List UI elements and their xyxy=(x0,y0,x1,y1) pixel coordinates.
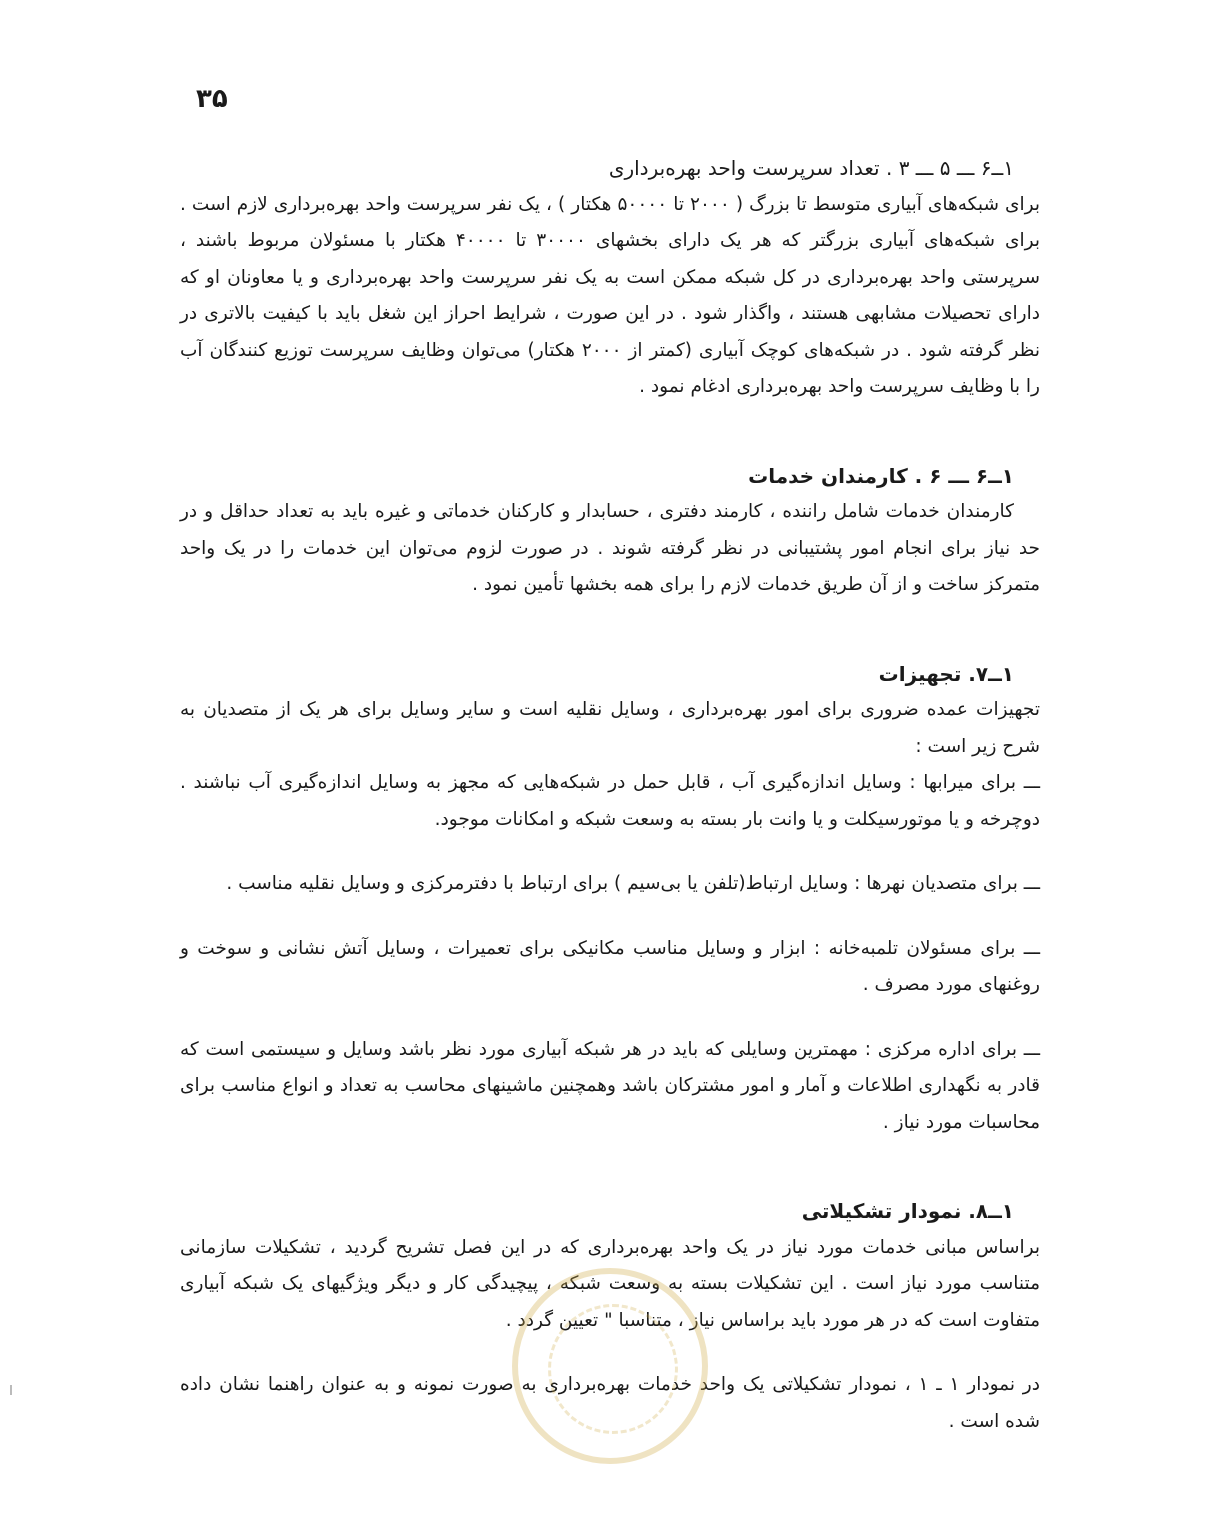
list-item: ـــ برای مسئولان تلمبه‌خانه : ابزار و وسایل مناسب مکانیکی برای تعمیرات ، وسایل آتش نشانی و سوخت و روغنهای مورد مصرف . xyxy=(180,937,1040,995)
paragraph: براساس مبانی خدمات مورد نیاز در یک واحد بهره‌برداری که در این فصل تشریح گردید ، تشکیلات سازمانی متناسب مورد نیاز است . این تشکیلات بسته به وسعت شبکه ، پیچیدگی کار و دیگر ویژگیهای یک شبکه آبیاری متفاوت است که در هر مورد باید براساس نیاز ، متناسبا " تعیین گردد . xyxy=(180,1236,1040,1331)
paragraph: برای شبکه‌های آبیاری متوسط تا بزرگ ( ۲۰۰۰ تا ۵۰۰۰۰ هکتار ) ، یک نفر سرپرست واحد بهره‌برداری لازم است . برای شبکه‌های آبیاری بزرگتر که هر یک دارای بخشهای ۳۰۰۰۰ تا ۴۰۰۰۰ هکتار با مسئولان مربوط باشند ، سرپرستی واحد بهره‌برداری در کل شبکه ممکن است به یک نفر سرپرست واحد بهره‌برداری و یا معاونان او که دارای تحصیلات مشابهی هستند ، واگذار شود . در این صورت ، شرایط احراز این شغل باید با کیفیت بالاتری در نظر گرفته شود . در شبکه‌های کوچک آبیاری (کمتر از ۲۰۰۰ هکتار) می‌توان وظایف سرپرست توزیع کنندگان آب را با وظایف سرپرست واحد بهره‌برداری ادغام نمود . xyxy=(180,193,1041,397)
paragraph: در نمودار ۱ ـ ۱ ، نمودار تشکیلاتی یک واحد خدمات بهره‌برداری به صورت نمونه و به عنوان راهنما نشان داده شده است . xyxy=(180,1374,1040,1432)
list-item: ـــ برای اداره مرکزی : مهمترین وسایلی که باید در هر شبکه آبیاری مورد نظر باشد وسایل و سیستمی است که قادر به نگهداری اطلاعات و آمار و امور مشترکان باشد وهمچنین ماشینهای محاسب به تعداد و انواع مناسب برای محاسبات مورد نیاز . xyxy=(180,1038,1040,1133)
section-heading: ۱ــ۷. تجهیزات xyxy=(878,661,1014,686)
paragraph: تجهیزات عمده ضروری برای امور بهره‌برداری ، وسایل نقلیه است و سایر وسایل برای هر یک از متصدیان به شرح زیر است : xyxy=(180,699,1040,757)
section-heading: ۱ــ۶ ـــ ۵ ـــ ۳ . تعداد سرپرست واحد بهره‌برداری xyxy=(608,156,1014,180)
list-item: ـــ برای متصدیان نهرها : وسایل ارتباط(تلفن یا بی‌سیم ) برای ارتباط با دفترمرکزی و وسایل نقلیه مناسب . xyxy=(226,873,1040,894)
paragraph: کارمندان خدمات شامل راننده ، کارمند دفتری ، حسابدار و کارکنان خدماتی و غیره باید به تعداد حداقل و در حد نیاز برای انجام امور پشتیبانی در نظر گرفته شوند . در صورت لزوم می‌توان این خدمات را در یک واحد متمرکز ساخت و از آن طریق خدمات لازم را برای همه بخشها تأمین نمود . xyxy=(180,501,1040,595)
section-heading: ۱ــ۸. نمودار تشکیلاتی xyxy=(801,1199,1014,1223)
section-service-staff xyxy=(180,458,1040,604)
page-number: ۳۵ xyxy=(196,84,228,114)
list-item: ـــ برای میرابها : وسایل اندازه‌گیری آب ، قابل حمل در شبکه‌هایی که مجهز به وسایل اندازه‌گیری آب نباشند . دوچرخه و یا موتورسیکلت و یا وانت بار بسته به وسعت شبکه و امکانات موجود. xyxy=(180,772,1040,830)
section-heading: ۱ــ۶ ـــ ۶ . کارمندان خدمات xyxy=(748,463,1014,488)
page-body xyxy=(180,150,1040,1440)
section-supervisor-count xyxy=(180,150,1040,406)
section-equipment xyxy=(180,656,1040,1142)
margin-mark xyxy=(10,1385,12,1395)
section-org-chart xyxy=(180,1193,1040,1440)
